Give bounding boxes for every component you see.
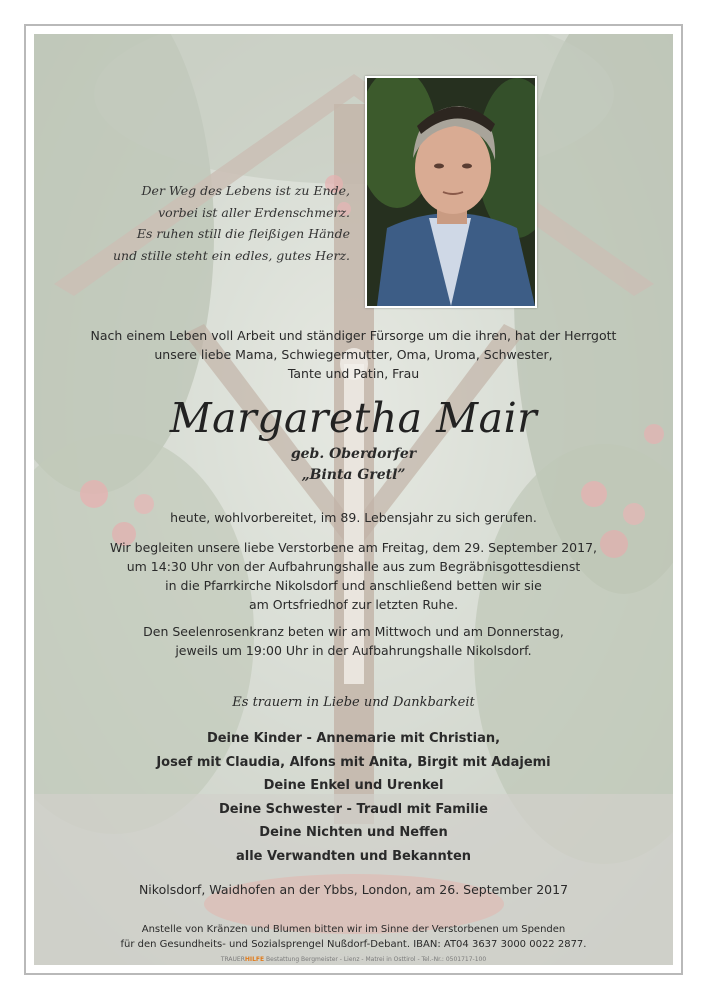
intro-line: unsere liebe Mama, Schwiegermutter, Oma, Uroma, Schwester, [154,347,553,362]
family-list [40,727,667,868]
name-details [40,444,667,486]
rosary-text [40,622,667,660]
footer-text: Bestattung Bergmeister - Lienz - Matrei in Osttirol - Tel.-Nr.: 0501717-100 [264,956,487,963]
family-line: Josef mit Claudia, Alfons mit Anita, Birgit mit Adajemi [156,754,551,770]
portrait-illustration [367,78,535,306]
rosary-line: Den Seelenrosenkranz beten wir am Mittwoch und am Donnerstag, [143,624,564,639]
poem [100,180,350,266]
mourning-heading: Es trauern in Liebe und Dankbarkeit [232,695,475,710]
footer-brand-b: HILFE [244,956,265,963]
funeral-line: Wir begleiten unsere liebe Verstorbene am Freitag, dem 29. September 2017, [109,540,598,555]
poem-line: und stille steht ein edles, gutes Herz. [112,247,350,263]
family-line: alle Verwandten und Bekannten [235,848,472,864]
poem-line: Es ruhen still die fleißigen Hände [136,226,350,241]
family-line: Deine Schwester - Traudl mit Familie [219,801,488,817]
donation-line: für den Gesundheits- und Sozialsprengel Nußdorf-Debant. IBAN: AT04 3637 3000 0022 2877. [120,939,587,950]
poem-line: vorbei ist aller Erdenschmerz. [158,204,350,220]
intro-line: Tante und Patin, Frau [287,366,420,381]
footer-brand-a: TRAUER [220,956,245,963]
family-line: Deine Enkel und Urenkel [263,778,444,793]
deceased-name: Margaretha Mair [169,394,538,442]
footer-imprint [40,955,667,965]
funeral-line: um 14:30 Uhr von der Aufbahrungshalle aus zum Begräbnisgottesdienst [126,559,581,574]
place-date: Nikolsdorf, Waidhofen an der Ybbs, London, am 26. September 2017 [138,882,569,897]
family-line: Deine Nichten und Neffen [259,825,448,840]
intro-line: Nach einem Leben voll Arbeit und ständiger Fürsorge um die ihren, hat der Herrgott [90,328,617,343]
family-line: Deine Kinder - Annemarie mit Christian, [206,731,501,746]
intro-text [40,326,667,383]
maiden-name: geb. Oberdorfer [290,446,417,462]
poem-line: Der Weg des Lebens ist zu Ende, [141,183,350,198]
donation-line: Anstelle von Kränzen und Blumen bitten wir im Sinne der Verstorbenen um Spenden [141,924,566,935]
passing-text: heute, wohlvorbereitet, im 89. Lebensjahr zu sich gerufen. [170,510,537,525]
portrait-photo [365,76,537,308]
donation-note [40,922,667,952]
funeral-text [40,538,667,614]
funeral-line: am Ortsfriedhof zur letzten Ruhe. [248,597,459,612]
funeral-line: in die Pfarrkirche Nikolsdorf und anschließend betten wir sie [165,578,542,593]
rosary-line: jeweils um 19:00 Uhr in der Aufbahrungshalle Nikolsdorf. [175,643,532,658]
nickname: „Binta Gretl” [301,467,406,483]
